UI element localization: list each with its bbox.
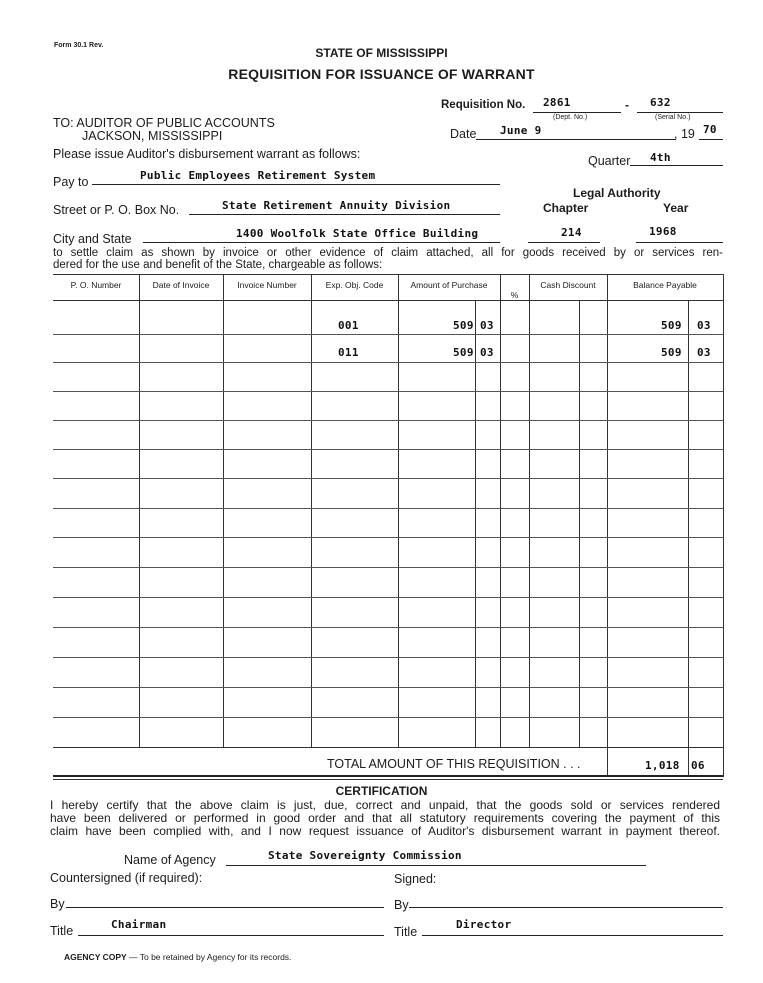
col-divider [723,274,724,747]
certification-title: CERTIFICATION [335,784,428,798]
chapter-label: Chapter [543,201,589,215]
chapter-value[interactable]: 214 [561,226,582,239]
form-number: Form 30.1 Rev. [54,42,104,49]
table-row [53,508,723,509]
city-line [143,242,500,243]
table-row [53,449,723,450]
row-1-code[interactable]: 001 [338,319,359,332]
street-label: Street or P. O. Box No. [53,203,180,217]
col-divider [500,274,501,747]
table-row [53,537,723,538]
dept-no-value[interactable]: 2861 [543,96,571,109]
addressee-line-1: TO: AUDITOR OF PUBLIC ACCOUNTS [53,116,275,130]
table-row [53,362,723,363]
year-prefix: , 19 [674,127,695,141]
legal-year-value[interactable]: 1968 [649,225,677,238]
state-title: STATE OF MISSISSIPPI [315,46,448,60]
countersigned-title-label: Title [50,924,74,938]
chapter-line [528,242,600,243]
table-header-border [53,300,723,301]
pay-to-value[interactable]: Public Employees Retirement System [140,169,376,182]
agency-value[interactable]: State Sovereignty Commission [268,849,462,862]
table-row [53,687,723,688]
signed-title-label: Title [394,925,418,939]
legal-year-line [636,242,723,243]
table-row [53,627,723,628]
requisition-label: Requisition No. [441,99,526,111]
col-divider [475,300,476,747]
settle-text-2: dered for the use and benefit of the State, chargeable as follows: [53,259,383,271]
table-bottom-border [53,747,723,748]
table-row [53,334,723,335]
certification-line-2: have been delivered or performed in good order and that all statutory requirements covering the payment of this [50,811,720,825]
agency-line [226,865,646,866]
year-label: Year [663,201,689,215]
table-row [53,391,723,392]
pay-to-line [92,184,500,185]
quarter-line [630,165,723,166]
col-divider [529,274,530,747]
header-po-number: P. O. Number [70,280,122,290]
table-top-border [53,274,723,275]
signed-title-line [422,935,723,936]
date-value[interactable]: June 9 [500,124,542,137]
countersigned-by-line[interactable] [66,907,384,908]
col-divider [579,300,580,747]
header-amount-of-purchase: Amount of Purchase [410,280,488,290]
row-1-balance[interactable]: 509 [661,319,682,332]
row-1-balance-cents[interactable]: 03 [697,319,711,332]
certification-line-3: claim have been complied with, and I now request issuance of Auditor's disbursement warrant in payment thereof. [50,824,720,838]
table-row [53,567,723,568]
certification-line-1: I hereby certify that the above claim is just, due, correct and unpaid, that the goods sold or services rendered [50,798,720,812]
quarter-value[interactable]: 4th [650,151,671,164]
col-divider [398,274,399,747]
row-2-amount-cents[interactable]: 03 [480,346,494,359]
instruction-text: Please issue Auditor's disbursement warrant as follows: [53,147,361,161]
col-divider [223,274,224,747]
header-date-of-invoice: Date of Invoice [152,280,210,290]
table-row [53,657,723,658]
col-divider [311,274,312,747]
serial-no-value[interactable]: 632 [650,96,671,109]
total-label: TOTAL AMOUNT OF THIS REQUISITION . . . [327,757,581,771]
col-divider [607,274,608,747]
date-label: Date [450,127,477,141]
pay-to-label: Pay to [53,175,89,189]
year-line [699,139,723,140]
row-2-balance-cents[interactable]: 03 [697,346,711,359]
serial-no-line [637,112,723,113]
total-border-top [53,775,723,777]
countersigned-by-label: By [50,897,65,911]
header-balance-payable: Balance Payable [633,280,697,290]
settle-text-1: to settle claim as shown by invoice or other evidence of claim attached, all for goods received by or services ren- [53,247,723,259]
countersigned-title-line [78,935,384,936]
row-1-amount[interactable]: 509 [453,319,474,332]
serial-no-caption: (Serial No.) [655,114,691,121]
header-exp-obj-code: Exp. Obj. Code [325,280,384,290]
signed-title-value[interactable]: Director [456,918,512,931]
city-value[interactable]: 1400 Woolfolk State Office Building [236,227,479,240]
footer-note [64,952,291,962]
footer-agency-copy: AGENCY COPY [64,952,127,962]
row-2-balance[interactable]: 509 [661,346,682,359]
dept-no-caption: (Dept. No.) [553,114,588,121]
row-2-amount[interactable]: 509 [453,346,474,359]
header-invoice-number: Invoice Number [237,280,297,290]
table-row [53,717,723,718]
header-cash-discount: Cash Discount [540,280,596,290]
countersigned-title-value[interactable]: Chairman [111,918,167,931]
dept-no-line [533,112,621,113]
total-amount[interactable]: 1,018 [645,759,680,772]
legal-authority-label: Legal Authority [573,186,661,200]
total-divider [688,747,689,777]
addressee-line-2: JACKSON, MISSISSIPPI [82,129,223,143]
total-border-bottom [53,779,723,780]
date-line [476,139,676,140]
total-divider [723,747,724,777]
col-divider [139,274,140,747]
header-percent: % [510,290,519,300]
table-row [53,597,723,598]
signed-by-line[interactable] [409,907,723,908]
agency-label: Name of Agency [124,853,216,867]
document-title: REQUISITION FOR ISSUANCE OF WARRANT [228,66,535,82]
signed-label: Signed: [394,872,437,886]
total-divider [607,747,608,777]
row-1-amount-cents[interactable]: 03 [480,319,494,332]
countersigned-label: Countersigned (if required): [50,871,203,885]
row-2-code[interactable]: 011 [338,346,359,359]
street-value[interactable]: State Retirement Annuity Division [222,199,451,212]
requisition-separator: - [625,98,629,112]
col-divider [688,300,689,747]
quarter-label: Quarter [588,154,631,168]
footer-text: — To be retained by Agency for its records. [126,952,292,962]
table-row [53,420,723,421]
city-label: City and State [53,232,132,246]
table-row [53,478,723,479]
year-value[interactable]: 70 [703,123,717,136]
total-cents[interactable]: 06 [691,759,705,772]
street-line [189,214,500,215]
signed-by-label: By [394,898,409,912]
